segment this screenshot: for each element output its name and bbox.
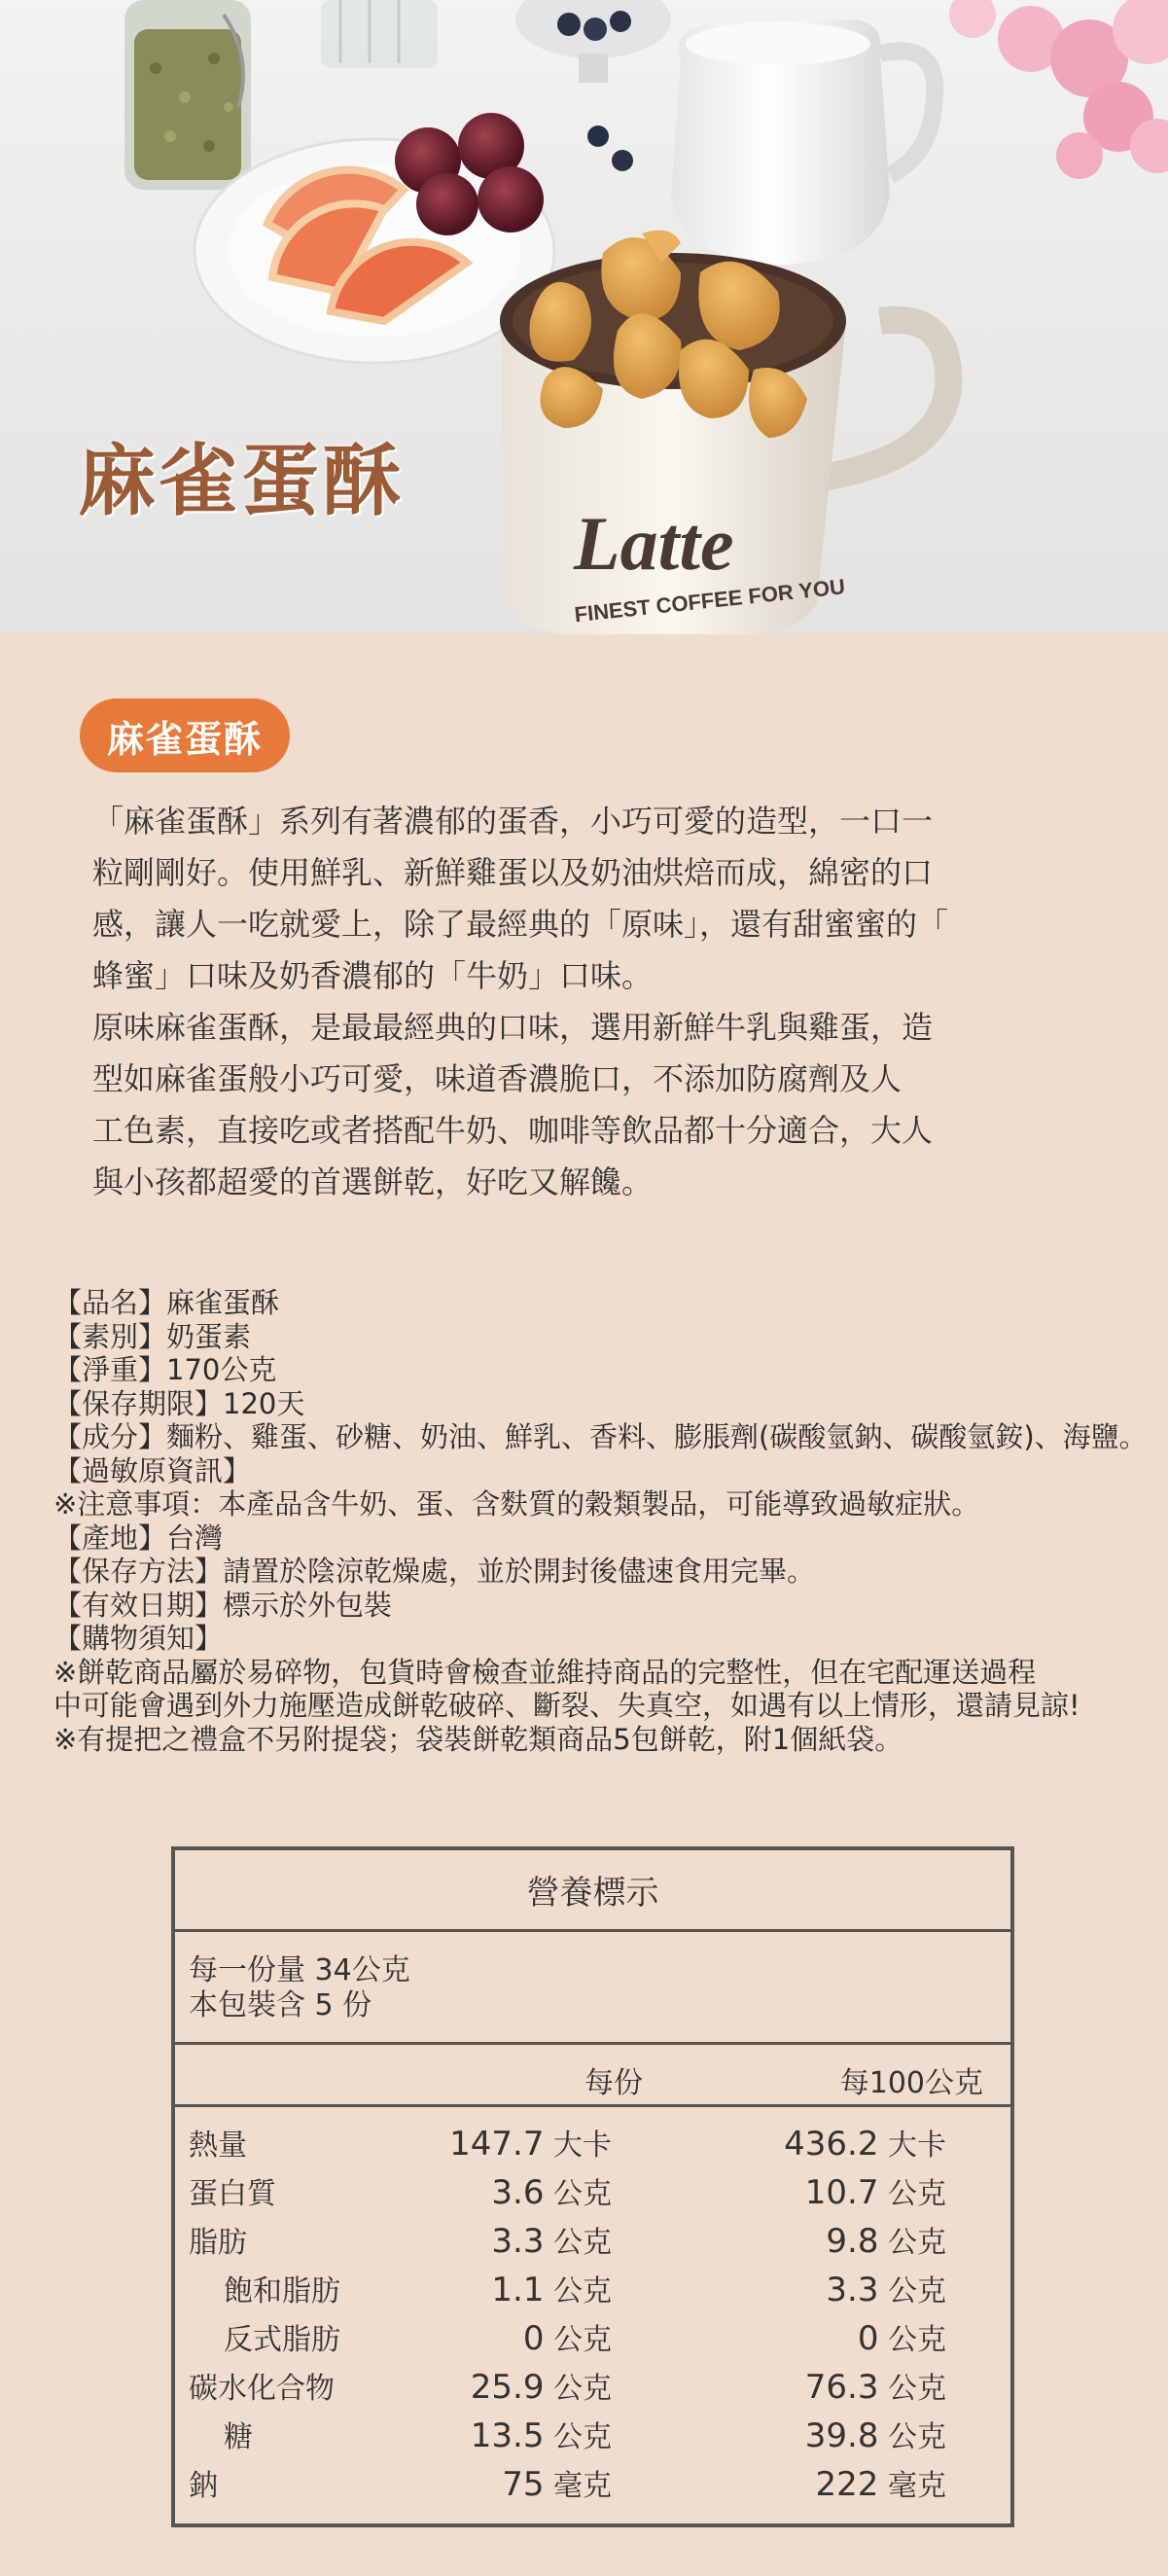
per-100g-unit: 大卡	[888, 2129, 946, 2163]
nutrient-name: 碳水化合物	[189, 2372, 335, 2406]
nutrient-name: 糖	[224, 2420, 253, 2454]
spec-item-shelf-life: 【保存期限】120天	[53, 1386, 305, 1420]
hero-image	[0, 0, 1168, 634]
spec-item-bag-note: ※有提把之禮盒不另附提袋；袋裝餅乾類商品5包餅乾，附1個紙袋。	[53, 1722, 903, 1756]
per-100g-unit: 公克	[888, 2372, 946, 2406]
milk-pitcher	[671, 19, 935, 265]
nutrition-row	[175, 2113, 1010, 2162]
per-serving-number: 25.9	[470, 2368, 545, 2407]
per-serving-number: 147.7	[449, 2125, 545, 2164]
blueberry-dish	[515, 0, 671, 171]
description-line: 與小孩都超愛的首選餅乾，好吃又解饞。	[92, 1163, 654, 1200]
per-100g-value	[805, 2169, 946, 2212]
spec-item-shopping-heading: 【購物須知】	[53, 1622, 224, 1655]
per-serving-unit: 毫克	[553, 2469, 612, 2503]
nutrient-name: 脂肪	[189, 2226, 247, 2260]
spec-item-allergen-note: ※注意事項：本產品含牛奶、蛋、含麩質的穀類製品，可能導致過敏症狀。	[53, 1487, 980, 1521]
per-100g-value	[805, 2364, 946, 2407]
mug-logo-text: Latte	[574, 501, 734, 586]
hero-title: 麻雀蛋酥	[78, 436, 405, 526]
per-100g-number: 3.3	[826, 2271, 879, 2309]
per-100g-number: 39.8	[804, 2416, 879, 2455]
glass	[321, 0, 438, 68]
per-serving-number: 13.5	[470, 2416, 545, 2455]
per-serving-number: 1.1	[491, 2271, 545, 2309]
per-serving-number: 75	[502, 2465, 545, 2504]
per-serving-value	[471, 2413, 612, 2455]
per-100g-unit: 公克	[888, 2226, 946, 2260]
per-serving-unit: 公克	[553, 2177, 612, 2211]
per-100g-value	[826, 2218, 946, 2261]
spec-item-diet: 【素別】奶蛋素	[53, 1319, 252, 1353]
per-100g-unit: 公克	[888, 2323, 946, 2357]
per-100g-number: 10.7	[804, 2173, 879, 2212]
nutrient-name: 蛋白質	[189, 2177, 276, 2211]
col-per-100g: 每100公克	[839, 2066, 983, 2100]
nutrition-serving-info	[175, 1932, 1010, 2045]
per-serving-value	[471, 2364, 612, 2407]
description-line: 「麻雀蛋酥」系列有著濃郁的蛋香，小巧可愛的造型，一口一	[92, 803, 934, 840]
mug-subtext: FINEST COFFEE FOR YOU	[573, 574, 847, 627]
per-100g-number: 0	[857, 2319, 879, 2358]
nutrition-row	[175, 2405, 1010, 2453]
col-per-serving: 每份	[584, 2066, 643, 2100]
spec-item-shopping-note: ※餅乾商品屬於易碎物，包貨時會檢查並維持商品的完整性，但在宅配運送過程	[53, 1655, 1037, 1689]
per-100g-number: 76.3	[804, 2368, 879, 2407]
product-description	[92, 796, 997, 1208]
per-serving-unit: 公克	[553, 2274, 612, 2308]
per-serving-unit: 公克	[553, 2226, 612, 2260]
per-100g-number: 222	[815, 2465, 879, 2504]
servings-per-package: 本包裝含 5 份	[189, 1988, 372, 2022]
description-line: 型如麻雀蛋般小巧可愛，味道香濃脆口，不添加防腐劑及人	[92, 1060, 903, 1097]
description-line: 粒剛剛好。使用鮮乳、新鮮雞蛋以及奶油烘焙而成，綿密的口	[92, 854, 934, 891]
per-100g-value	[826, 2267, 946, 2309]
per-100g-value	[784, 2121, 946, 2164]
nutrient-name: 反式脂肪	[224, 2323, 340, 2357]
description-line: 原味麻雀蛋酥，是最最經典的口味，選用新鮮牛乳與雞蛋，造	[92, 1009, 934, 1046]
description-line: 蜂蜜」口味及奶香濃郁的「牛奶」口味。	[92, 957, 654, 994]
per-100g-unit: 毫克	[888, 2469, 946, 2503]
per-100g-unit: 公克	[888, 2274, 946, 2308]
per-serving-value	[491, 2218, 612, 2261]
hero-photo-illustration	[0, 0, 1168, 634]
nutrition-row	[175, 2453, 1010, 2502]
per-serving-unit: 大卡	[553, 2129, 612, 2163]
spec-item-ingredients: 【成分】麵粉、雞蛋、砂糖、奶油、鮮乳、香料、膨脹劑(碳酸氫鈉、碳酸氫銨)、海鹽。	[53, 1420, 1148, 1453]
section-heading-pill: 麻雀蛋酥	[80, 698, 290, 772]
spec-item-origin: 【產地】台灣	[53, 1521, 224, 1555]
per-serving-unit: 公克	[553, 2323, 612, 2357]
nutrition-row	[175, 2210, 1010, 2259]
nutrition-table	[171, 1846, 1014, 2527]
nutrition-row	[175, 2356, 1010, 2405]
nutrition-row	[175, 2308, 1010, 2356]
per-serving-value	[491, 2267, 612, 2309]
nutrition-row	[175, 2162, 1010, 2210]
per-100g-unit: 公克	[888, 2177, 946, 2211]
nutrition-row	[175, 2259, 1010, 2308]
spec-item-shopping-note: 中可能會遇到外力施壓造成餅乾破碎、斷裂、失真空，如遇有以上情形，還請見諒!	[53, 1689, 1080, 1722]
nutrition-title: 營養標示	[175, 1850, 1010, 1932]
per-100g-value	[858, 2315, 946, 2358]
per-serving-value	[523, 2315, 612, 2358]
nutrition-column-headers	[175, 2045, 1010, 2107]
spec-item-weight: 【淨重】170公克	[53, 1353, 277, 1386]
per-serving-number: 3.3	[491, 2222, 545, 2261]
per-serving-value	[449, 2121, 612, 2164]
per-serving-unit: 公克	[553, 2420, 612, 2454]
per-serving-number: 3.6	[491, 2173, 545, 2212]
description-line: 感，讓人一吃就愛上，除了最經典的「原味」，還有甜蜜蜜的「	[92, 906, 949, 943]
per-100g-unit: 公克	[888, 2420, 946, 2454]
serving-size: 每一份量 34公克	[189, 1953, 410, 1987]
nutrient-name: 飽和脂肪	[224, 2274, 340, 2308]
per-100g-value	[816, 2461, 946, 2504]
cherry-blossoms	[949, 0, 1168, 179]
per-serving-value	[491, 2169, 612, 2212]
spec-item-expiry: 【有效日期】標示於外包裝	[53, 1588, 393, 1622]
spec-item-storage: 【保存方法】請置於陰涼乾燥處，並於開封後儘速食用完畢。	[53, 1555, 816, 1588]
per-serving-number: 0	[522, 2319, 545, 2358]
description-line: 工色素，直接吃或者搭配牛奶、咖啡等飲品都十分適合，大人	[92, 1112, 934, 1149]
per-100g-number: 436.2	[784, 2125, 879, 2164]
spec-item-allergen-heading: 【過敏原資訊】	[53, 1453, 252, 1487]
spec-item-name: 【品名】麻雀蛋酥	[53, 1286, 280, 1319]
per-100g-value	[805, 2413, 946, 2455]
nutrient-name: 熱量	[189, 2129, 247, 2163]
nutrition-rows	[175, 2107, 1010, 2502]
per-100g-number: 9.8	[826, 2222, 879, 2261]
nutrient-name: 鈉	[189, 2469, 218, 2503]
jar-of-seeds	[124, 0, 251, 190]
product-specifications	[53, 1286, 1148, 1756]
per-serving-value	[502, 2461, 612, 2504]
per-serving-unit: 公克	[553, 2372, 612, 2406]
